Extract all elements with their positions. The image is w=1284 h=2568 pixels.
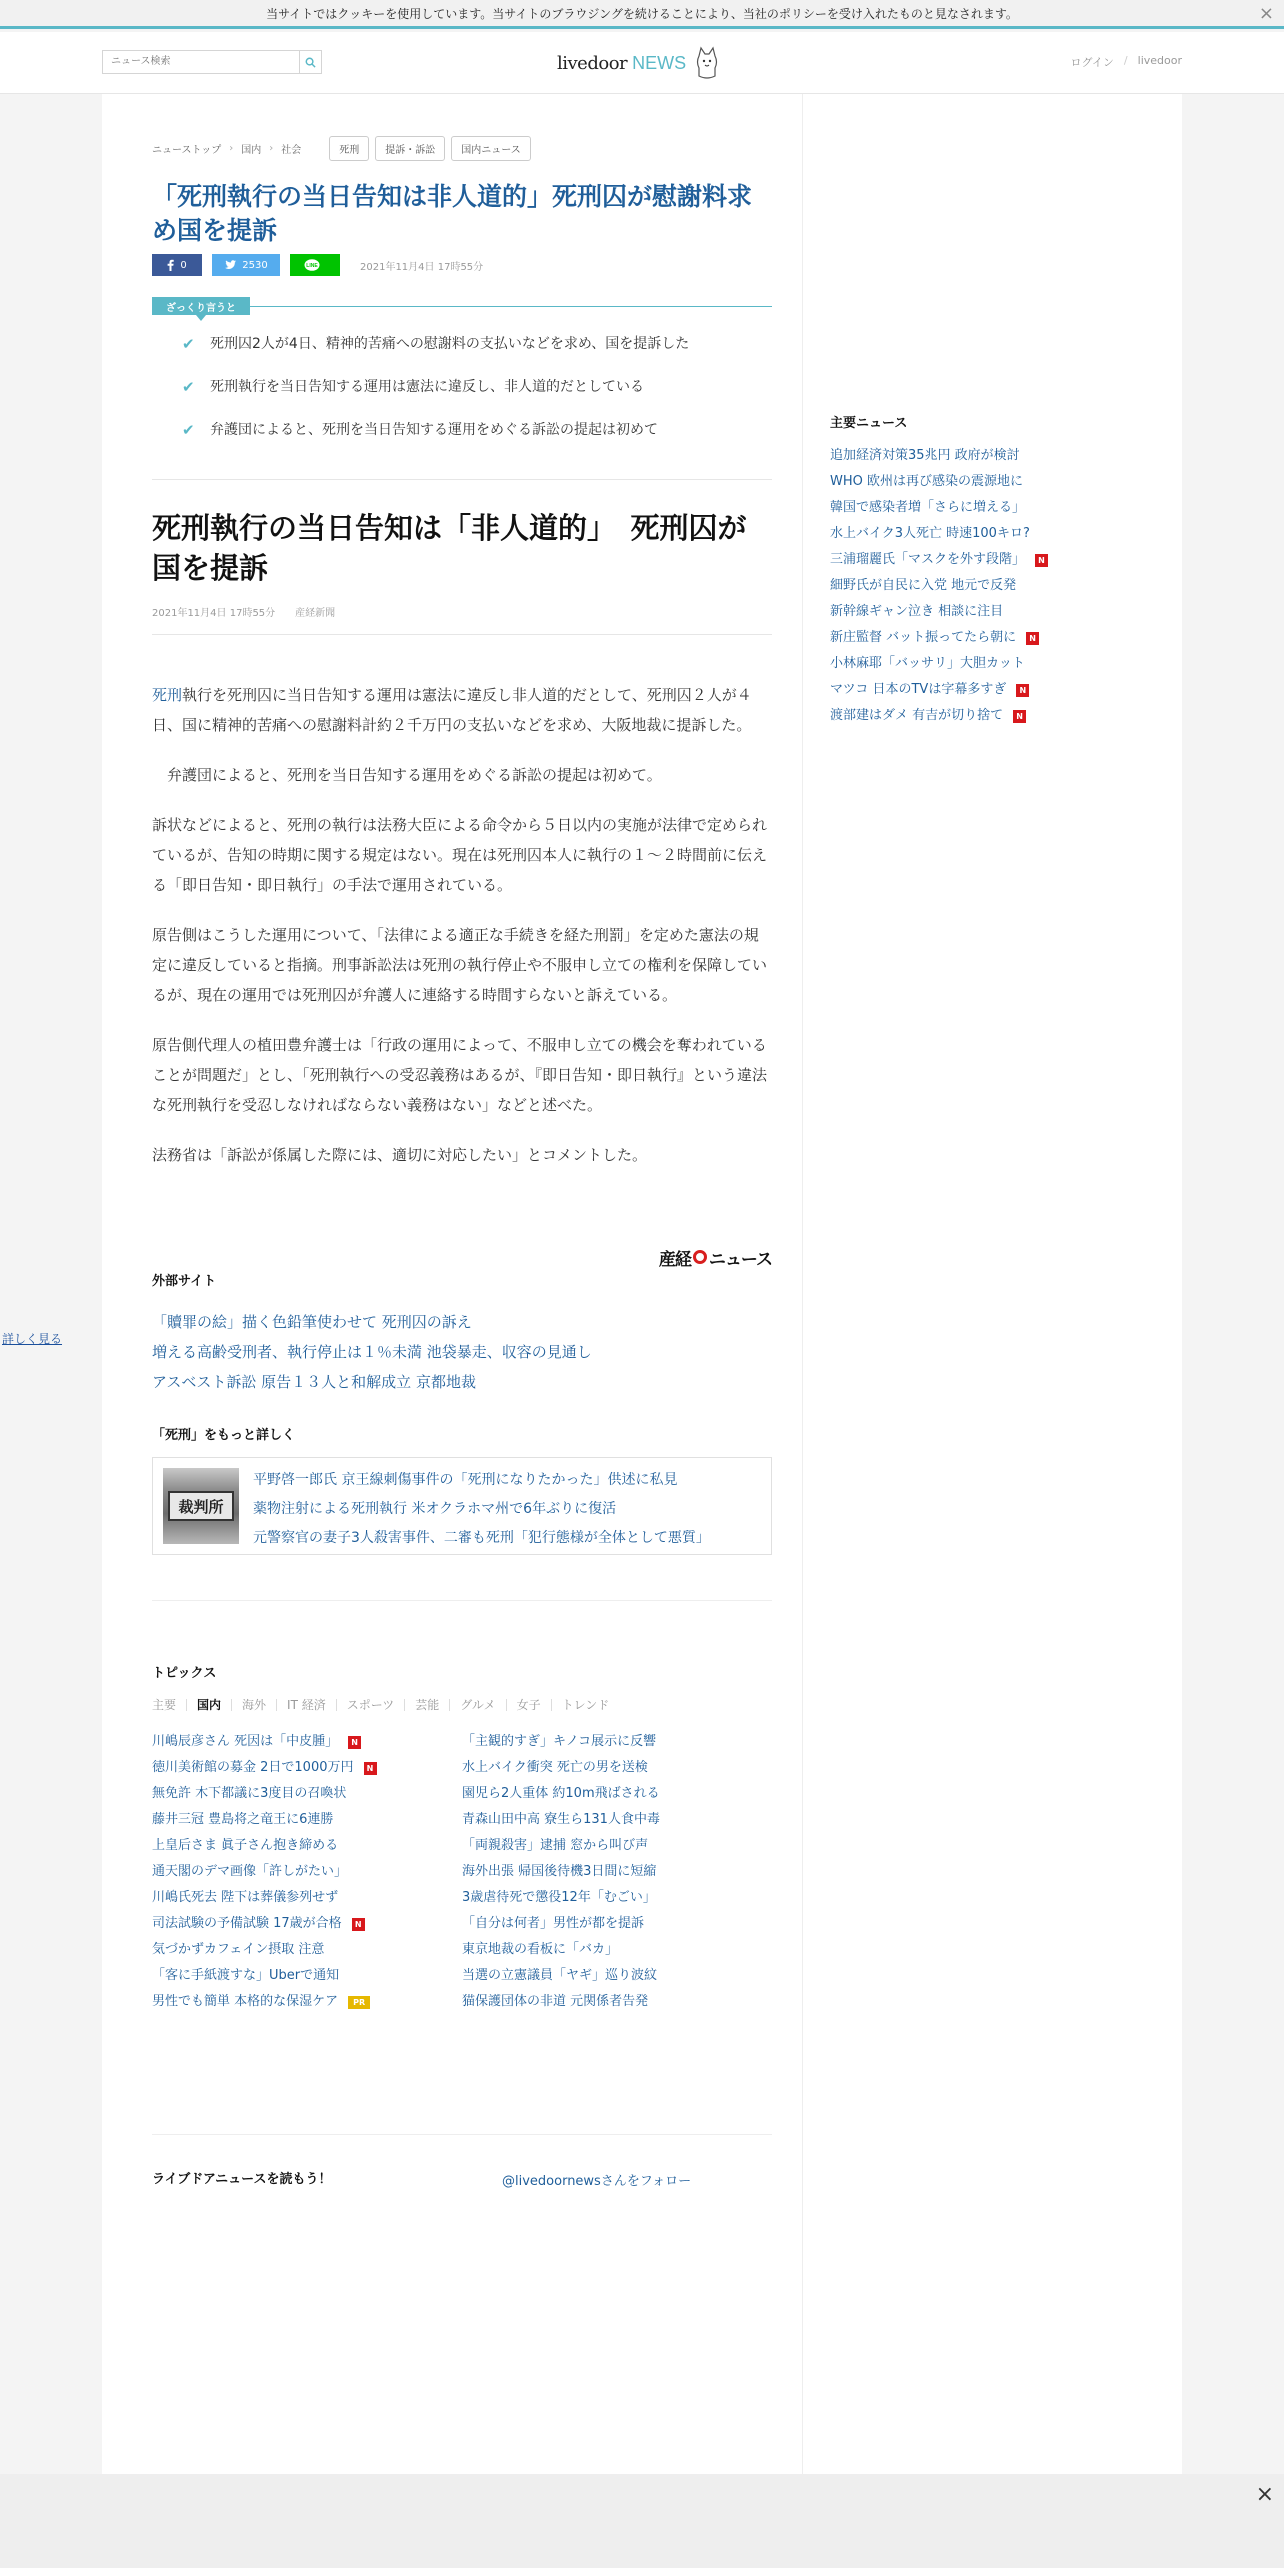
cookie-text: 当サイトではクッキーを使用しています。当サイトのブラウジングを続けることにより、当社のポリシーを受け入れたものと見なされます。: [266, 6, 1018, 21]
divider: [152, 2134, 772, 2135]
keyword-link-death-penalty[interactable]: 死刑: [152, 686, 183, 704]
news-link[interactable]: [462, 1989, 772, 2015]
topics-column-left: [152, 1729, 462, 2015]
topics-tab[interactable]: スポーツ: [336, 1699, 405, 1711]
summary-label: ざっくり言うと: [152, 297, 250, 315]
related-link[interactable]: 元警察官の妻子3人殺害事件、二審も死刑「犯行態様が全体として悪質」: [253, 1530, 710, 1546]
bottom-ad-bar: [0, 2474, 1284, 2568]
news-link-text: 通天閣のデマ画像「許しがたい」: [152, 1864, 348, 1879]
breadcrumb-item-society[interactable]: 社会: [281, 145, 302, 156]
sankei-ring-icon: [693, 1250, 707, 1264]
search-form: [102, 50, 322, 74]
news-link[interactable]: [830, 625, 1130, 651]
news-link-text: 徳川美術館の募金 2日で1000万円: [152, 1760, 354, 1775]
news-link-text: 新庄監督 バット振ってたら朝に: [830, 630, 1017, 645]
article-paragraph: 訴状などによると、死刑の執行は法務大臣による命令から５日以内の実施が法律で定められているが、告知の時期に関する規定はない。現在は死刑囚本人に執行の１～２時間前に伝える「即日告知・即日執行」の手法で運用されている。: [152, 816, 768, 894]
new-badge: N: [1013, 710, 1026, 723]
news-link[interactable]: [830, 495, 1130, 521]
related-section: [152, 1424, 772, 1555]
logo-livedoor: livedoor: [557, 52, 628, 74]
search-icon: [305, 57, 316, 68]
news-link-text: 司法試験の予備試験 17歳が合格: [152, 1916, 342, 1931]
line-share-button[interactable]: [290, 254, 340, 276]
mascot-cat-icon: [694, 46, 720, 80]
site-logo[interactable]: [557, 46, 720, 80]
news-link-text: 気づかずカフェイン摂取 注意: [152, 1942, 325, 1957]
courthouse-thumbnail[interactable]: [163, 1468, 239, 1544]
news-link-text: 当選の立憲議員「ヤギ」巡り波紋: [462, 1968, 658, 1983]
column-divider: [802, 94, 803, 2474]
news-link-text: 細野氏が自民に入党 地元で反発: [830, 578, 1017, 593]
news-link[interactable]: [152, 1729, 462, 1755]
news-link-text: 「客に手紙渡すな」Uberで通知: [152, 1968, 340, 1983]
new-badge: N: [352, 1918, 365, 1931]
external-link[interactable]: アスベスト訴訟 原告１３人と和解成立 京都地裁: [152, 1373, 476, 1391]
tag-list: [323, 136, 531, 161]
related-link[interactable]: 平野啓一郎氏 京王線刺傷事件の「死刑になりたかった」供述に私見: [253, 1472, 678, 1488]
close-icon[interactable]: ×: [1255, 2482, 1274, 2507]
news-link[interactable]: [152, 1989, 462, 2015]
news-link[interactable]: [830, 521, 1130, 547]
topics-tabs: [152, 1699, 772, 1711]
topics-heading: トピックス: [152, 1666, 217, 1681]
news-link[interactable]: [462, 1963, 772, 1989]
chevron-right-icon: ›: [269, 143, 274, 154]
new-badge: N: [364, 1762, 377, 1775]
article-meta: [152, 604, 335, 619]
check-icon: ✔: [182, 335, 195, 353]
news-link-text: 園児ら2人重体 約10m飛ばされる: [462, 1786, 660, 1801]
article-paragraph: 弁護団によると、死刑を当日告知する運用をめぐる訴訟の提起は初めて。: [152, 766, 662, 784]
news-link-text: 猫保護団体の非道 元関係者告発: [462, 1994, 649, 2009]
news-link-text: マツコ 日本のTVは字幕多すぎ: [830, 682, 1007, 697]
svg-text:LINE: LINE: [306, 262, 318, 269]
news-link-text: 無免許 木下都議に3度目の召喚状: [152, 1786, 347, 1801]
news-link[interactable]: [462, 1885, 772, 1911]
check-icon: ✔: [182, 421, 195, 439]
topics-section: [152, 1662, 772, 2015]
news-link-text: 「両親殺害」逮捕 窓から叫び声: [462, 1838, 649, 1853]
topics-tab[interactable]: 海外: [231, 1699, 276, 1711]
topics-tab[interactable]: 国内: [186, 1699, 231, 1711]
summary-text: 弁護団によると、死刑を当日告知する運用をめぐる訴訟の提起は初めて: [210, 422, 658, 438]
news-link[interactable]: [830, 599, 1130, 625]
news-link[interactable]: [152, 1833, 462, 1859]
sankei-logo-text-a: 産経: [658, 1249, 691, 1270]
news-link-text: 川嶋辰彦さん 死因は「中皮腫」: [152, 1734, 339, 1749]
header-nav: [1070, 54, 1182, 70]
news-link-text: 新幹線ギャン泣き 相談に注目: [830, 604, 1004, 619]
article-date: 2021年11月4日 17時55分: [360, 261, 484, 273]
news-link[interactable]: [462, 1729, 772, 1755]
new-badge: N: [348, 1736, 361, 1749]
share-bar: [152, 254, 483, 276]
news-link-text: 小林麻耶「バッサリ」大胆カット: [830, 656, 1025, 671]
news-link-text: WHO 欧州は再び感染の震源地に: [830, 474, 1023, 489]
sankei-logo-text-b: ニュース: [708, 1249, 772, 1270]
page-container: [102, 94, 1182, 2474]
topics-tab[interactable]: グルメ: [449, 1699, 505, 1711]
twitter-follow-link[interactable]: @livedoornewsさんをフォロー: [502, 2174, 692, 2189]
follow-heading: ライブドアニュースを読もう！: [152, 2172, 332, 2187]
search-button[interactable]: [299, 51, 321, 73]
news-link[interactable]: [830, 573, 1130, 599]
news-link[interactable]: [462, 1781, 772, 1807]
tag-death-penalty[interactable]: 死刑: [329, 136, 369, 161]
news-link[interactable]: [830, 469, 1130, 495]
external-heading: 外部サイト: [152, 1274, 217, 1289]
news-link-text: 水上バイク3人死亡 時速100キロ?: [830, 526, 1030, 541]
topics-tab[interactable]: 主要: [152, 1698, 177, 1712]
news-link[interactable]: [152, 1859, 462, 1885]
facebook-share-button[interactable]: [152, 254, 202, 276]
news-link-text: 東京地裁の看板に「バカ」: [462, 1942, 619, 1957]
news-link[interactable]: [830, 443, 1130, 469]
logo-news: NEWS: [632, 52, 687, 73]
news-link[interactable]: [152, 1963, 462, 1989]
topics-tab[interactable]: 女子: [506, 1699, 551, 1711]
article-paragraph: 原告側代理人の植田豊弁護士は「行政の運用によって、不服申し立ての機会を奪われていることが問題だ」とし、「死刑執行への受忍義務はあるが、『即日告知・即日執行』という違法な死刑執行を受忍しなければならない義務はない」などと述べた。: [152, 1036, 768, 1114]
news-link[interactable]: [152, 1781, 462, 1807]
sidebar-heading: 主要ニュース: [830, 416, 908, 431]
news-link-text: 韓国で感染者増「さらに増える」: [830, 500, 1026, 515]
article-body-title: 死刑執行の当日告知は「非人道的」 死刑囚が国を提訴: [152, 511, 747, 585]
article-paragraph: [152, 680, 772, 740]
facebook-count: 0: [180, 259, 187, 271]
news-link-text: 青森山田中高 寮生ら131人食中毒: [462, 1812, 660, 1827]
topics-tab[interactable]: トレンド: [551, 1699, 620, 1711]
news-link-text: 「自分は何者」男性が都を提訴: [462, 1916, 645, 1931]
news-link[interactable]: [462, 1807, 772, 1833]
cookie-close-icon[interactable]: ×: [1258, 3, 1274, 24]
tag-lawsuit[interactable]: 提訴・訴訟: [375, 136, 445, 161]
news-link-text: 三浦瑠麗氏「マスクを外す段階」: [830, 552, 1026, 567]
related-box: [152, 1457, 772, 1555]
sidebar-list: [830, 443, 1130, 729]
news-link-text: 水上バイク衝突 死亡の男を送検: [462, 1760, 648, 1775]
search-input[interactable]: [103, 51, 299, 73]
sankei-news-logo[interactable]: [652, 1246, 772, 1268]
news-link[interactable]: [152, 1937, 462, 1963]
article-paragraph: 法務省は「訴訟が係属した際には、適切に対応したい」とコメントした。: [152, 1146, 648, 1164]
article-source: 産経新聞: [295, 608, 336, 619]
related-heading: 「死刑」をもっと詳しく: [152, 1428, 296, 1443]
login-link[interactable]: ログイン: [1070, 56, 1114, 69]
news-link-text: 追加経済対策35兆円 政府が検討: [830, 448, 1020, 463]
line-icon: [304, 259, 320, 272]
topics-tab[interactable]: 芸能: [404, 1699, 449, 1711]
twitter-icon: [224, 260, 236, 270]
twitter-count: 2530: [242, 259, 268, 271]
site-header: [0, 32, 1284, 94]
summary-text: 死刑囚2人が4日、精神的苦痛への慰謝料の支払いなどを求め、国を提訴した: [210, 336, 690, 352]
news-link[interactable]: [462, 1911, 772, 1937]
article-paragraph: 原告側はこうした運用について、「法律による適正な手続きを経た刑罰」を定めた憲法の規定に違反していると指摘。刑事訴訟法は死刑の執行停止や不服申し立ての権利を保障しているが、現在の運用では死刑囚が弁護人に連絡する時間すらないと訴えている。: [152, 926, 768, 1004]
news-link-text: 男性でも簡単 本格的な保湿ケア: [152, 1994, 339, 2009]
new-badge: N: [1035, 554, 1048, 567]
summary-item: [182, 420, 762, 463]
external-links: [152, 1270, 772, 1397]
new-badge: N: [1016, 684, 1029, 697]
news-link[interactable]: [152, 1755, 462, 1781]
breadcrumb: [152, 136, 531, 161]
news-link[interactable]: [462, 1859, 772, 1885]
breadcrumb-item-domestic[interactable]: 国内: [241, 145, 262, 156]
related-link[interactable]: 薬物注射による死刑執行 米オクラホマ州で6年ぶりに復活: [253, 1501, 617, 1517]
external-link[interactable]: 増える高齢受刑者、執行停止は１％未満 池袋暴走、収容の見通し: [152, 1343, 592, 1361]
paragraph-text: 執行を死刑囚に当日告知する運用は憲法に違反し非人道的だとして、死刑囚２人が４日、国に精神的苦痛への慰謝料計約２千万円の支払いなどを求め、大阪地裁に提訴した。: [152, 686, 752, 734]
topics-tab[interactable]: IT 経済: [276, 1699, 336, 1711]
chevron-right-icon: ›: [229, 143, 234, 154]
nav-separator: /: [1123, 54, 1128, 67]
news-link[interactable]: [830, 703, 1130, 729]
new-badge: N: [1026, 632, 1039, 645]
divider: [152, 479, 772, 480]
twitter-share-button[interactable]: [212, 254, 280, 276]
news-link-text: 海外出張 帰国後待機3日間に短縮: [462, 1864, 657, 1879]
divider: [152, 1600, 772, 1601]
summary-item: [182, 377, 762, 420]
news-link[interactable]: [462, 1833, 772, 1859]
news-link-text: 3歳虐待死で懲役12年「むごい」: [462, 1890, 656, 1905]
news-link[interactable]: [830, 547, 1130, 573]
news-link-text: 「主観的すぎ」キノコ展示に反響: [462, 1734, 657, 1749]
summary-list: [182, 334, 762, 463]
pr-badge: PR: [348, 1996, 370, 2009]
breadcrumb-item-top[interactable]: ニューストップ: [152, 145, 222, 156]
news-link-text: 上皇后さま 眞子さん抱き締める: [152, 1838, 339, 1853]
courthouse-sign: 裁判所: [168, 1491, 234, 1521]
news-link[interactable]: [152, 1911, 462, 1937]
follow-section: [152, 2168, 772, 2205]
summary-item: [182, 334, 762, 377]
related-list: [253, 1466, 710, 1553]
news-link-text: 渡部建はダメ 有吉が切り捨て: [830, 708, 1004, 723]
article-body: [152, 680, 772, 1190]
news-link[interactable]: [462, 1755, 772, 1781]
summary-text: 死刑執行を当日告知する運用は憲法に違反し、非人道的だとしている: [210, 379, 644, 395]
article-body-date: 2021年11月4日 17時55分: [152, 608, 276, 619]
news-link[interactable]: [830, 677, 1130, 703]
sidebar: [830, 412, 1130, 729]
topics-grid: [152, 1729, 772, 2015]
news-link[interactable]: [462, 1937, 772, 1963]
topics-column-right: [462, 1729, 772, 2015]
tag-domestic-news[interactable]: 国内ニュース: [451, 136, 531, 161]
article-title: 「死刑執行の当日告知は非人道的」死刑囚が慰謝料求め国を提訴: [152, 182, 753, 245]
cookie-more-link[interactable]: 詳しく見る: [2, 1332, 63, 1346]
news-link[interactable]: [152, 1807, 462, 1833]
check-icon: ✔: [182, 378, 195, 396]
divider: [152, 634, 772, 635]
news-link-text: 藤井三冠 豊島将之竜王に6連勝: [152, 1812, 334, 1827]
news-link-text: 川嶋氏死去 陛下は葬儀参列せず: [152, 1890, 339, 1905]
external-link[interactable]: 「贖罪の絵」描く色鉛筆使わせて 死刑囚の訴え: [152, 1313, 472, 1331]
livedoor-link[interactable]: livedoor: [1137, 54, 1182, 67]
news-link[interactable]: [152, 1885, 462, 1911]
news-link[interactable]: [830, 651, 1130, 677]
facebook-icon: [167, 259, 174, 271]
